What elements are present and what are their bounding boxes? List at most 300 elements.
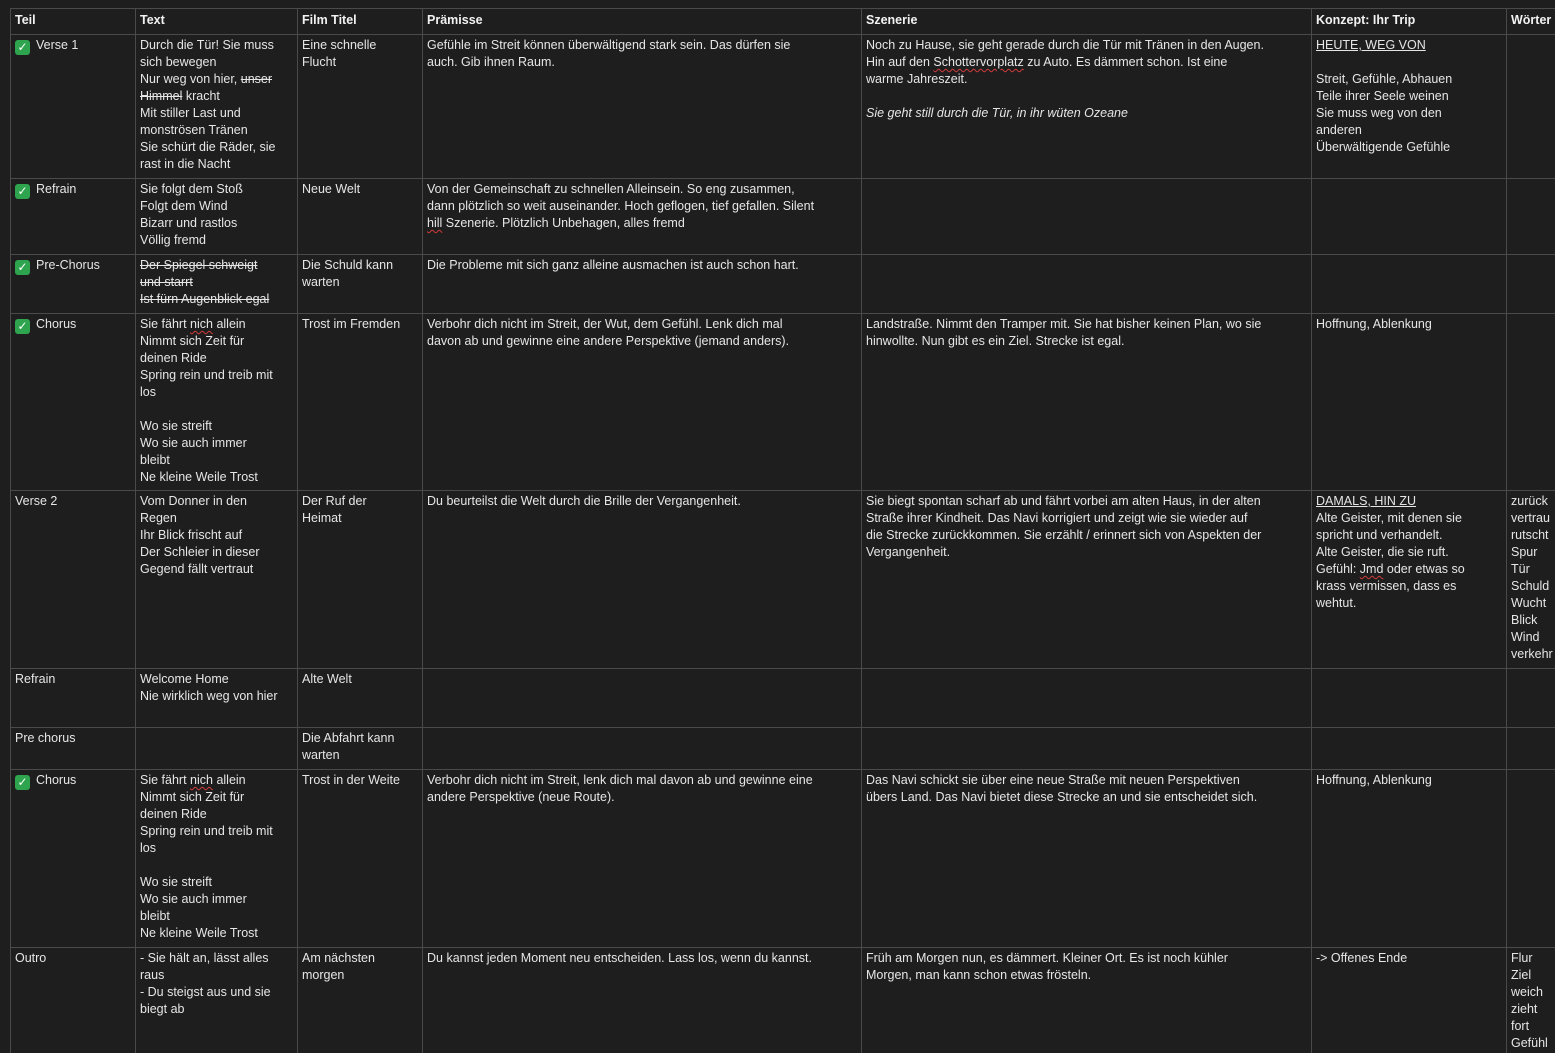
text-segment: Sie muss weg von den [1316, 106, 1442, 120]
text-segment: Wind [1511, 630, 1540, 644]
text-segment: zu Auto. Es dämmert schon. Ist eine [1023, 55, 1228, 69]
text-segment: davon ab und gewinne eine andere Perspektive (jemand anders). [427, 334, 790, 348]
text-segment: Sie folgt dem Stoß [140, 182, 243, 196]
cell-line [140, 984, 293, 1001]
cell-line [866, 967, 1307, 984]
teil-cell[interactable] [11, 255, 136, 314]
text-segment: Vom Donner in den [140, 494, 248, 508]
text-segment: zurück [1511, 494, 1548, 508]
text-segment: Landstraße. Nimmt den Tramper mit. Sie hat bisher keinen Plan, wo sie [866, 317, 1262, 331]
column-header-praemisse[interactable]: Prämisse [423, 9, 862, 35]
cell-line [1316, 122, 1502, 139]
text-segment: wehtut. [1316, 596, 1357, 610]
cell-line [427, 789, 857, 806]
text-segment: DAMALS, HIN ZU [1316, 494, 1417, 508]
text-segment: nich [190, 773, 213, 787]
cell-line [140, 435, 293, 452]
szenerie-cell[interactable] [862, 728, 1312, 770]
cell-line [1511, 527, 1555, 544]
text-segment: Heimat [302, 511, 342, 525]
text-segment: hill [427, 216, 443, 230]
teil-label: Chorus [36, 317, 77, 331]
cell-line [140, 215, 293, 232]
cell-line [140, 37, 293, 54]
text-segment: Himmel [140, 89, 183, 103]
teil-cell[interactable] [11, 35, 136, 179]
text-segment: Völlig fremd [140, 233, 206, 247]
cell-line [140, 54, 293, 71]
text-segment: Sie geht still durch die Tür, in ihr wüten Ozeane [866, 106, 1128, 120]
teil-label: Pre chorus [15, 731, 76, 745]
checkmark-icon: ✓ [15, 40, 30, 55]
text-segment: oder etwas so [1383, 562, 1465, 576]
cell-line [302, 54, 418, 71]
cell-line [866, 88, 1307, 105]
cell-line [1316, 544, 1502, 561]
text-segment: Der Schleier in dieser [140, 545, 260, 559]
cell-line [302, 181, 418, 198]
text-segment: zieht [1511, 1002, 1538, 1016]
text-segment: Der Spiegel schweigt [140, 258, 258, 272]
cell-line [140, 772, 293, 789]
praemisse-cell[interactable] [423, 770, 862, 948]
table-row [11, 948, 1555, 1053]
cell-line [140, 418, 293, 435]
text-segment: deinen Ride [140, 807, 207, 821]
cell-line [140, 232, 293, 249]
cell-line [140, 139, 293, 156]
cell-line [1316, 950, 1502, 967]
cell-line [302, 730, 418, 747]
cell-line [140, 316, 293, 333]
text-segment: Spring rein und treib mit [140, 824, 273, 838]
teil-label: Refrain [36, 182, 77, 196]
woerter-cell[interactable] [1507, 255, 1555, 314]
text-segment: monströsen Tränen [140, 123, 248, 137]
text-segment: Bizarr und rastlos [140, 216, 238, 230]
text-cell[interactable] [136, 669, 298, 728]
film-titel-cell[interactable] [298, 948, 423, 1053]
text-segment: Nur weg von hier, [140, 72, 241, 86]
cell-line [1511, 544, 1555, 561]
cell-line [140, 122, 293, 139]
text-segment: Sie biegt spontan scharf ab und fährt vorbei am alten Haus, in der alten [866, 494, 1261, 508]
text-segment: krass vermissen, dass es [1316, 579, 1457, 593]
text-segment: Neue Welt [302, 182, 361, 196]
text-segment: Tür [1511, 562, 1530, 576]
text-segment: warten [302, 275, 340, 289]
szenerie-cell[interactable] [862, 770, 1312, 948]
text-segment: Die Probleme mit sich ganz alleine ausmachen ist auch schon hart. [427, 258, 799, 272]
column-header-konzept[interactable]: Konzept: Ihr Trip [1312, 9, 1507, 35]
text-segment: Wucht [1511, 596, 1547, 610]
woerter-cell[interactable] [1507, 35, 1555, 179]
text-cell[interactable] [136, 35, 298, 179]
cell-line [1316, 578, 1502, 595]
text-segment: bleibt [140, 453, 170, 467]
cell-line [1511, 967, 1555, 984]
cell-line [1511, 493, 1555, 510]
column-header-szenerie[interactable]: Szenerie [862, 9, 1312, 35]
cell-line [140, 401, 293, 418]
szenerie-cell[interactable] [862, 948, 1312, 1053]
cell-line [140, 291, 293, 308]
cell-line [1511, 561, 1555, 578]
cell-line [140, 367, 293, 384]
text-segment: Früh am Morgen nun, es dämmert. Kleiner Ort. Es ist noch kühler [866, 951, 1228, 965]
cell-line [140, 156, 293, 173]
cell-line [1316, 493, 1502, 510]
text-segment: Blick [1511, 613, 1538, 627]
text-cell[interactable] [136, 491, 298, 669]
text-segment: Alte Welt [302, 672, 352, 686]
konzept-cell[interactable] [1312, 948, 1507, 1053]
cell-line [140, 925, 293, 942]
cell-line [1511, 1001, 1555, 1018]
konzept-cell[interactable] [1312, 179, 1507, 255]
cell-line [140, 874, 293, 891]
cell-line [866, 105, 1307, 122]
text-segment: Noch zu Hause, sie geht gerade durch die Tür mit Tränen in den Augen. [866, 38, 1264, 52]
text-segment: Welcome Home [140, 672, 229, 686]
text-segment: Von der Gemeinschaft zu schnellen Alleinsein. So eng zusammen, [427, 182, 795, 196]
cell-line [1511, 510, 1555, 527]
text-segment: unser [240, 72, 273, 86]
cell-line [140, 806, 293, 823]
szenerie-cell[interactable] [862, 255, 1312, 314]
teil-cell[interactable] [11, 948, 136, 1053]
cell-line [302, 671, 418, 688]
woerter-cell[interactable] [1507, 669, 1555, 728]
cell-line [140, 688, 293, 705]
text-segment: los [140, 841, 156, 855]
text-segment: Der Ruf der [302, 494, 367, 508]
film-titel-cell[interactable] [298, 255, 423, 314]
cell-line [140, 561, 293, 578]
praemisse-cell[interactable] [423, 255, 862, 314]
film-titel-cell[interactable] [298, 314, 423, 491]
teil-label: Outro [15, 951, 47, 965]
cell-line [302, 950, 418, 967]
text-cell[interactable] [136, 770, 298, 948]
praemisse-cell[interactable] [423, 948, 862, 1053]
text-segment: Spring rein und treib mit [140, 368, 273, 382]
text-segment: warten [302, 748, 340, 762]
table-row [11, 728, 1555, 770]
cell-line [140, 257, 293, 274]
cell-line [1511, 578, 1555, 595]
text-segment: Am nächsten [302, 951, 375, 965]
text-segment: HEUTE, WEG VON [1316, 38, 1426, 52]
cell-line [140, 671, 293, 688]
teil-cell[interactable] [11, 314, 136, 491]
cell-line [140, 823, 293, 840]
text-segment: los [140, 385, 156, 399]
film-titel-cell[interactable] [298, 770, 423, 948]
text-segment: Jmd [1359, 562, 1384, 576]
cell-line [866, 54, 1307, 71]
cell-line [1316, 510, 1502, 527]
text-segment: allein [212, 317, 246, 331]
text-cell[interactable] [136, 948, 298, 1053]
teil-label: Verse 1 [36, 38, 79, 52]
film-titel-cell[interactable] [298, 491, 423, 669]
text-segment: Wo sie streift [140, 419, 213, 433]
text-segment: - Du steigst aus und sie [140, 985, 271, 999]
film-titel-cell[interactable] [298, 728, 423, 770]
cell-line [1316, 316, 1502, 333]
cell-line [427, 198, 857, 215]
text-segment: rast in die Nacht [140, 157, 231, 171]
text-segment: Gefühle im Streit können überwältigend stark sein. Das dürfen sie [427, 38, 791, 52]
checkmark-icon: ✓ [15, 260, 30, 275]
text-segment: biegt ab [140, 1002, 185, 1016]
table-row [11, 314, 1555, 491]
text-segment: Alte Geister, mit denen sie [1316, 511, 1462, 525]
text-segment: bleibt [140, 909, 170, 923]
text-segment: deinen Ride [140, 351, 207, 365]
text-segment: Flur [1511, 951, 1533, 965]
text-segment: Trost im Fremden [302, 317, 401, 331]
konzept-cell[interactable] [1312, 669, 1507, 728]
cell-line [140, 967, 293, 984]
teil-label: Refrain [15, 672, 56, 686]
woerter-cell[interactable] [1507, 948, 1555, 1053]
cell-line [140, 1001, 293, 1018]
text-cell[interactable] [136, 179, 298, 255]
cell-line [1511, 595, 1555, 612]
text-segment: Sie schürt die Räder, sie [140, 140, 276, 154]
text-segment: Mit stiller Last und [140, 106, 241, 120]
cell-line [140, 789, 293, 806]
cell-line [140, 527, 293, 544]
praemisse-cell[interactable] [423, 728, 862, 770]
text-segment: Überwältigende Gefühle [1316, 140, 1451, 154]
praemisse-cell[interactable] [423, 35, 862, 179]
cell-line [302, 316, 418, 333]
column-header-film-titel[interactable]: Film Titel [298, 9, 423, 35]
cell-line [427, 772, 857, 789]
text-segment: Ne kleine Weile Trost [140, 926, 258, 940]
text-segment: Schottervorplatz [933, 55, 1024, 69]
cell-line [140, 71, 293, 88]
text-segment: fort [1511, 1019, 1530, 1033]
konzept-cell[interactable] [1312, 314, 1507, 491]
szenerie-cell[interactable] [862, 179, 1312, 255]
cell-line [1316, 595, 1502, 612]
text-segment: kracht [182, 89, 220, 103]
teil-cell[interactable] [11, 770, 136, 948]
szenerie-cell[interactable] [862, 669, 1312, 728]
szenerie-cell[interactable] [862, 314, 1312, 491]
text-segment: Nimmt sich Zeit für [140, 334, 245, 348]
film-titel-cell[interactable] [298, 669, 423, 728]
text-segment: Vergangenheit. [866, 545, 951, 559]
cell-line [427, 54, 857, 71]
cell-line [140, 198, 293, 215]
cell-line [302, 37, 418, 54]
cell-line [140, 950, 293, 967]
table-row [11, 770, 1555, 948]
text-segment: Wo sie streift [140, 875, 213, 889]
column-header-text[interactable]: Text [136, 9, 298, 35]
text-cell[interactable] [136, 255, 298, 314]
text-segment: Straße ihrer Kindheit. Das Navi korrigiert und zeigt wie sie wieder auf [866, 511, 1248, 525]
praemisse-cell[interactable] [423, 179, 862, 255]
cell-line [302, 772, 418, 789]
cell-line [866, 71, 1307, 88]
cell-line [302, 747, 418, 764]
cell-line [302, 967, 418, 984]
cell-line [1316, 772, 1502, 789]
konzept-cell[interactable] [1312, 35, 1507, 179]
text-segment: sich bewegen [140, 55, 217, 69]
praemisse-cell[interactable] [423, 314, 862, 491]
table-row [11, 255, 1555, 314]
text-segment: Du beurteilst die Welt durch die Brille der Vergangenheit. [427, 494, 741, 508]
cell-line [1511, 984, 1555, 1001]
text-segment: Wo sie auch immer [140, 436, 247, 450]
teil-label: Chorus [36, 773, 77, 787]
text-cell[interactable] [136, 728, 298, 770]
text-segment: hinwollte. Nun gibt es ein Ziel. Strecke ist egal. [866, 334, 1125, 348]
cell-line [302, 257, 418, 274]
table-header-row [11, 9, 1555, 35]
text-segment: Die Abfahrt kann [302, 731, 395, 745]
teil-cell[interactable] [11, 179, 136, 255]
konzept-cell[interactable] [1312, 491, 1507, 669]
text-segment: weich [1511, 985, 1543, 999]
cell-line [302, 493, 418, 510]
cell-line [866, 333, 1307, 350]
cell-line [427, 333, 857, 350]
text-segment: warme Jahreszeit. [866, 72, 968, 86]
cell-line [1316, 139, 1502, 156]
text-segment: Verbohr dich nicht im Streit, der Wut, dem Gefühl. Lenk dich mal [427, 317, 783, 331]
text-segment: Wo sie auch immer [140, 892, 247, 906]
film-titel-cell[interactable] [298, 35, 423, 179]
text-segment: allein [212, 773, 246, 787]
cell-line [140, 510, 293, 527]
cell-line [427, 215, 857, 232]
text-segment: Nimmt sich Zeit für [140, 790, 245, 804]
table-body [11, 35, 1555, 1053]
cell-line [866, 544, 1307, 561]
woerter-cell[interactable] [1507, 491, 1555, 669]
text-segment: dann plötzlich so weit auseinander. Hoch geflogen, tief gefallen. Silent [427, 199, 815, 213]
column-header-teil[interactable]: Teil [11, 9, 136, 35]
konzept-cell[interactable] [1312, 255, 1507, 314]
cell-line [1511, 629, 1555, 646]
woerter-cell[interactable] [1507, 314, 1555, 491]
cell-line [140, 493, 293, 510]
text-segment: und starrt [140, 275, 193, 289]
teil-cell[interactable] [11, 669, 136, 728]
checkmark-icon: ✓ [15, 319, 30, 334]
text-segment: Ihr Blick frischt auf [140, 528, 243, 542]
praemisse-cell[interactable] [423, 491, 862, 669]
text-segment: die Strecke zurückkommen. Sie erzählt / erinnert sich von Aspekten der [866, 528, 1262, 542]
cell-line [1316, 54, 1502, 71]
text-segment: Folgt dem Wind [140, 199, 228, 213]
cell-line [427, 181, 857, 198]
checkmark-icon: ✓ [15, 184, 30, 199]
table-row [11, 669, 1555, 728]
cell-line [302, 274, 418, 291]
text-segment: Hoffnung, Ablenkung [1316, 317, 1432, 331]
szenerie-cell[interactable] [862, 491, 1312, 669]
text-segment: Morgen, man kann schon etwas frösteln. [866, 968, 1092, 982]
text-segment: auch. Gib ihnen Raum. [427, 55, 555, 69]
text-segment: Nie wirklich weg von hier [140, 689, 278, 703]
text-segment: - Sie hält an, lässt alles [140, 951, 269, 965]
text-cell[interactable] [136, 314, 298, 491]
szenerie-cell[interactable] [862, 35, 1312, 179]
text-segment: Ne kleine Weile Trost [140, 470, 258, 484]
text-segment: Sie fährt [140, 317, 191, 331]
table-row [11, 179, 1555, 255]
text-segment: Teile ihrer Seele weinen [1316, 89, 1449, 103]
text-segment: anderen [1316, 123, 1362, 137]
cell-line [140, 274, 293, 291]
text-segment: Du kannst jeden Moment neu entscheiden. Lass los, wenn du kannst. [427, 951, 812, 965]
cell-line [140, 857, 293, 874]
text-segment: vertrau [1511, 511, 1550, 525]
cell-line [866, 772, 1307, 789]
text-segment: übers Land. Das Navi bietet diese Strecke an und sie entscheidet sich. [866, 790, 1258, 804]
cell-line [1511, 950, 1555, 967]
cell-line [866, 789, 1307, 806]
woerter-cell[interactable] [1507, 179, 1555, 255]
text-segment: Gefühl [1511, 1036, 1548, 1050]
teil-cell[interactable] [11, 491, 136, 669]
column-header-woerter[interactable]: Wörter [1507, 9, 1555, 35]
woerter-cell[interactable] [1507, 770, 1555, 948]
text-segment: Eine schnelle [302, 38, 377, 52]
cell-line [140, 891, 293, 908]
konzept-cell[interactable] [1312, 728, 1507, 770]
text-segment: nich [190, 317, 213, 331]
song-structure-table [10, 8, 1555, 1053]
text-segment: Das Navi schickt sie über eine neue Straße mit neuen Perspektiven [866, 773, 1240, 787]
cell-line [140, 452, 293, 469]
teil-cell[interactable] [11, 728, 136, 770]
cell-line [1316, 88, 1502, 105]
cell-line [140, 384, 293, 401]
text-segment: Durch die Tür! Sie muss [140, 38, 274, 52]
text-segment: -> Offenes Ende [1316, 951, 1408, 965]
text-segment: verkehr [1511, 647, 1553, 661]
konzept-cell[interactable] [1312, 770, 1507, 948]
cell-line [1316, 37, 1502, 54]
table-row [11, 35, 1555, 179]
cell-line [427, 37, 857, 54]
text-segment: Schuld [1511, 579, 1550, 593]
cell-line [140, 88, 293, 105]
cell-line [1316, 561, 1502, 578]
film-titel-cell[interactable] [298, 179, 423, 255]
cell-line [427, 950, 857, 967]
praemisse-cell[interactable] [423, 669, 862, 728]
cell-line [866, 37, 1307, 54]
text-segment: Gefühl: [1316, 562, 1360, 576]
cell-line [866, 950, 1307, 967]
text-segment: Spur [1511, 545, 1538, 559]
woerter-cell[interactable] [1507, 728, 1555, 770]
cell-line [1511, 612, 1555, 629]
cell-line [1316, 527, 1502, 544]
cell-line [140, 840, 293, 857]
